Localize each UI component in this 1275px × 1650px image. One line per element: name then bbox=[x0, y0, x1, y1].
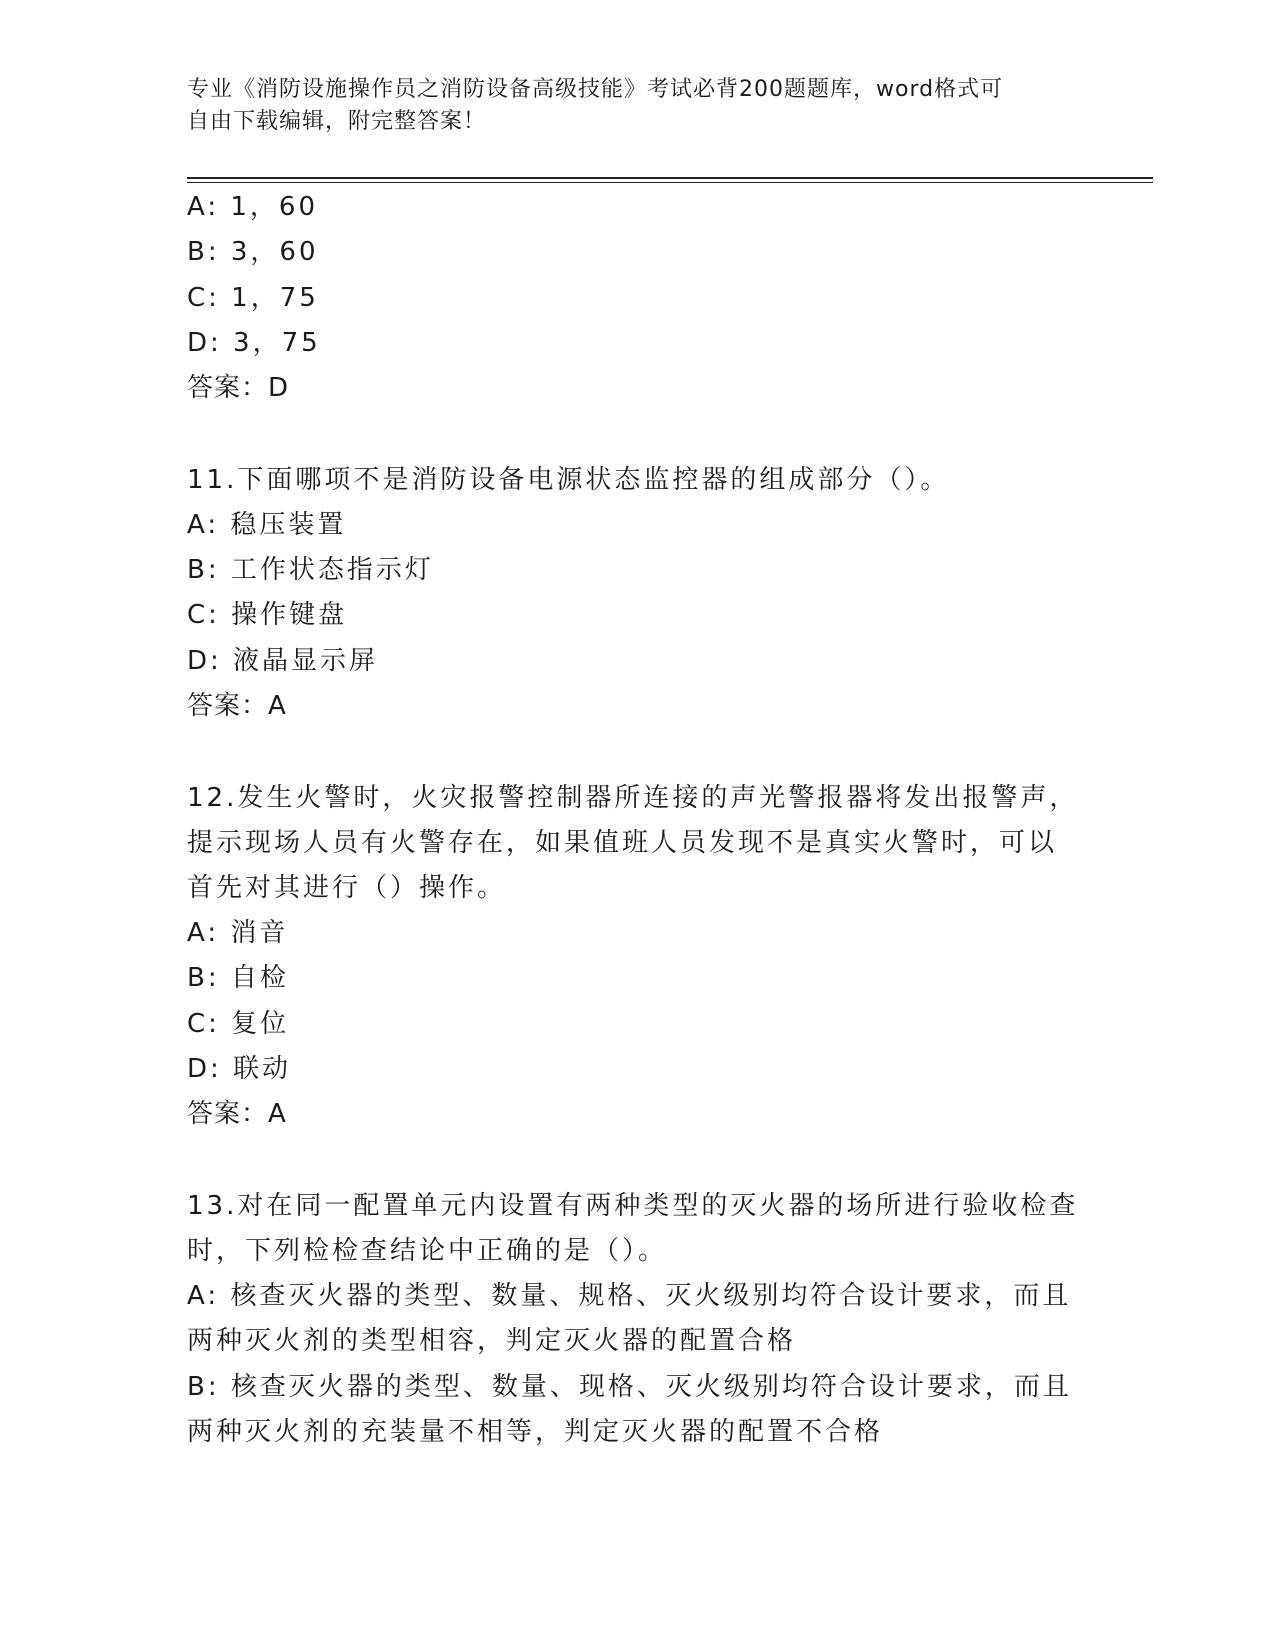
q12-stem-line-1: 12.发生火警时，火灾报警控制器所连接的声光警报器将发出报警声， bbox=[187, 783, 1079, 813]
header-line-2: 自由下载编辑，附完整答案！ bbox=[187, 109, 487, 134]
q11-option-a: A: 稳压装置 bbox=[187, 510, 347, 540]
q11-option-d: D: 液晶显示屏 bbox=[187, 646, 379, 676]
q10-option-c: C: 1，75 bbox=[187, 283, 319, 313]
q13-stem-line-2: 时，下列检检查结论中正确的是（）。 bbox=[187, 1236, 668, 1266]
q10-option-a: A: 1，60 bbox=[187, 192, 318, 222]
q13-stem-line-1: 13.对在同一配置单元内设置有两种类型的灭火器的场所进行验收检查 bbox=[187, 1191, 1079, 1221]
header-divider bbox=[187, 177, 1153, 183]
document-header bbox=[187, 74, 1067, 138]
q12-option-b: B: 自检 bbox=[187, 963, 289, 993]
q13-option-a-line-2: 两种灭火剂的类型相容，判定灭火器的配置合格 bbox=[187, 1326, 797, 1356]
q10-answer: 答案：D bbox=[187, 373, 290, 403]
q12-option-c: C: 复位 bbox=[187, 1009, 290, 1039]
q13-option-a-line-1: A: 核查灭火器的类型、数量、规格、灭火级别均符合设计要求，而且 bbox=[187, 1281, 1072, 1311]
q11-option-b: B: 工作状态指示灯 bbox=[187, 555, 434, 585]
header-line-1: 专业《消防设施操作员之消防设备高级技能》考试必背200题题库，word格式可 bbox=[187, 77, 1004, 102]
q11-option-c: C: 操作键盘 bbox=[187, 600, 348, 630]
q12-stem-line-3: 首先对其进行（）操作。 bbox=[187, 873, 507, 903]
q10-option-b: B: 3，60 bbox=[187, 237, 319, 267]
q10-option-d: D: 3，75 bbox=[187, 328, 321, 358]
q12-option-a: A: 消音 bbox=[187, 918, 289, 948]
q12-stem-line-2: 提示现场人员有火警存在，如果值班人员发现不是真实火警时，可以 bbox=[187, 828, 1058, 858]
q12-answer: 答案：A bbox=[187, 1099, 287, 1129]
q11-answer: 答案：A bbox=[187, 691, 287, 721]
q13-option-b-line-2: 两种灭火剂的充装量不相等，判定灭火器的配置不合格 bbox=[187, 1417, 884, 1447]
q12-option-d: D: 联动 bbox=[187, 1054, 292, 1084]
q13-option-b-line-1: B: 核查灭火器的类型、数量、现格、灭火级别均符合设计要求，而且 bbox=[187, 1372, 1072, 1402]
q11-stem: 11.下面哪项不是消防设备电源状态监控器的组成部分（）。 bbox=[187, 465, 950, 495]
